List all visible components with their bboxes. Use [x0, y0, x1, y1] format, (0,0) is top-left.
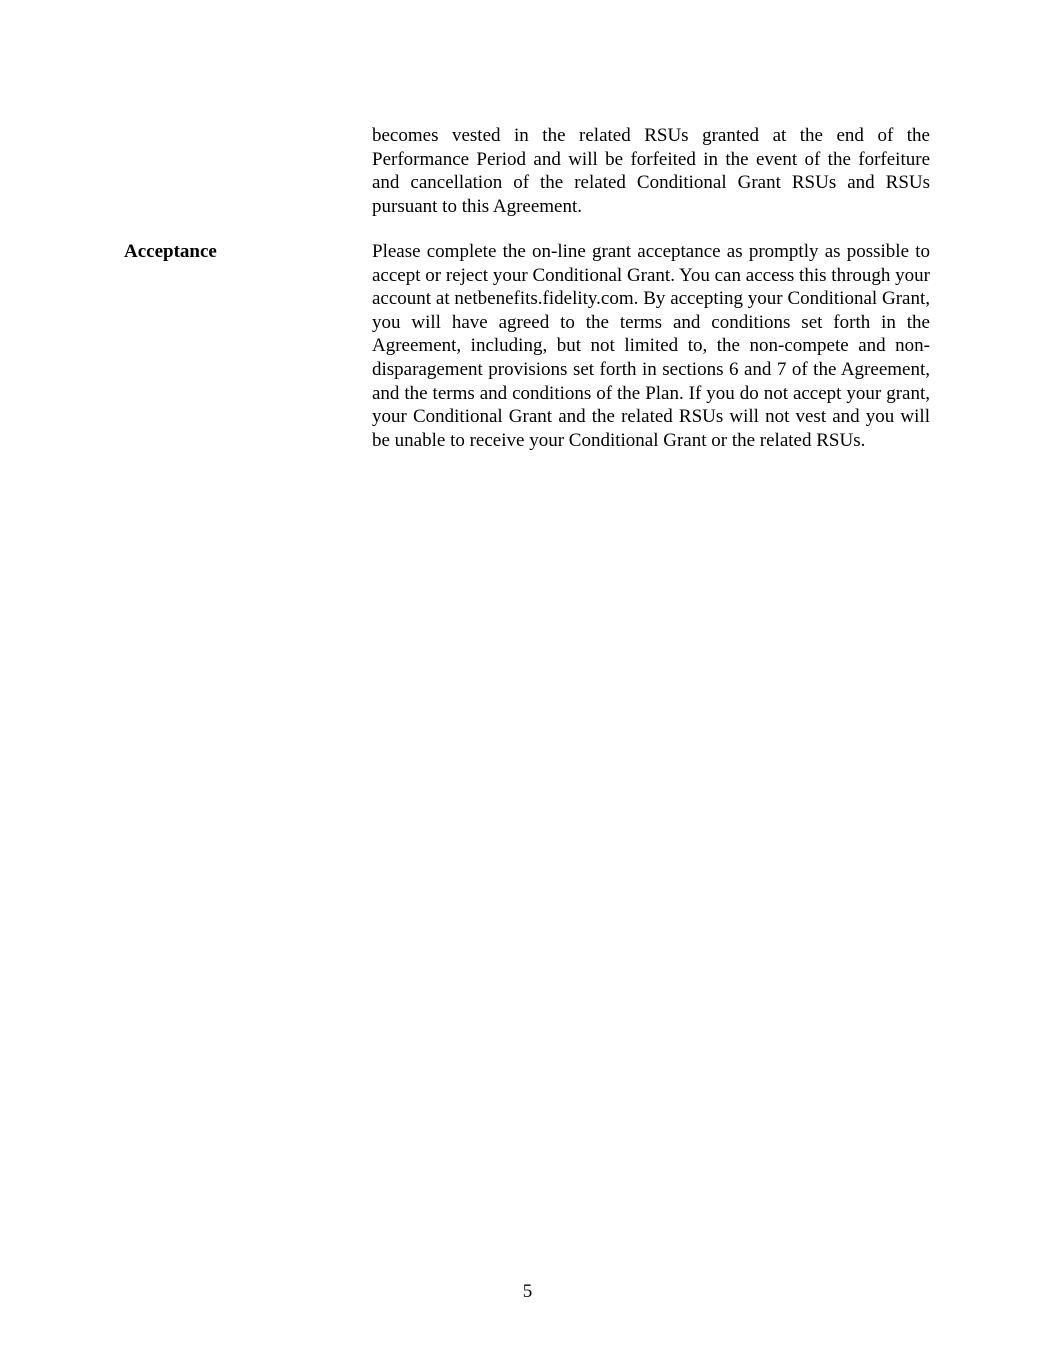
continued-paragraph: becomes vested in the related RSUs granted at the end of the Performance Period and will be forfeited in the event of the forfeiture and cancellation of the related Conditional Grant RSUs and RSUs pursuant to this Agreement. [372, 125, 930, 217]
section-label-acceptance: Acceptance [124, 241, 217, 262]
page-number: 5 [522, 1281, 533, 1302]
section-text-acceptance: Please complete the on-line grant acceptance as promptly as possible to accept or reject your Conditional Grant. You can access this through your account at netbenefits.fidelity.com. By accepting your Conditional Grant, you will have agreed to the terms and conditions set forth in the Agreement, including, but not limited to, the non-compete and non-disparagement provisions set forth in sections 6 and 7 of the Agreement, and the terms and conditions of the Plan. If you do not accept your grant, your Conditional Grant and the related RSUs will not vest and you will be unable to receive your Conditional Grant or the related RSUs. [372, 241, 930, 451]
